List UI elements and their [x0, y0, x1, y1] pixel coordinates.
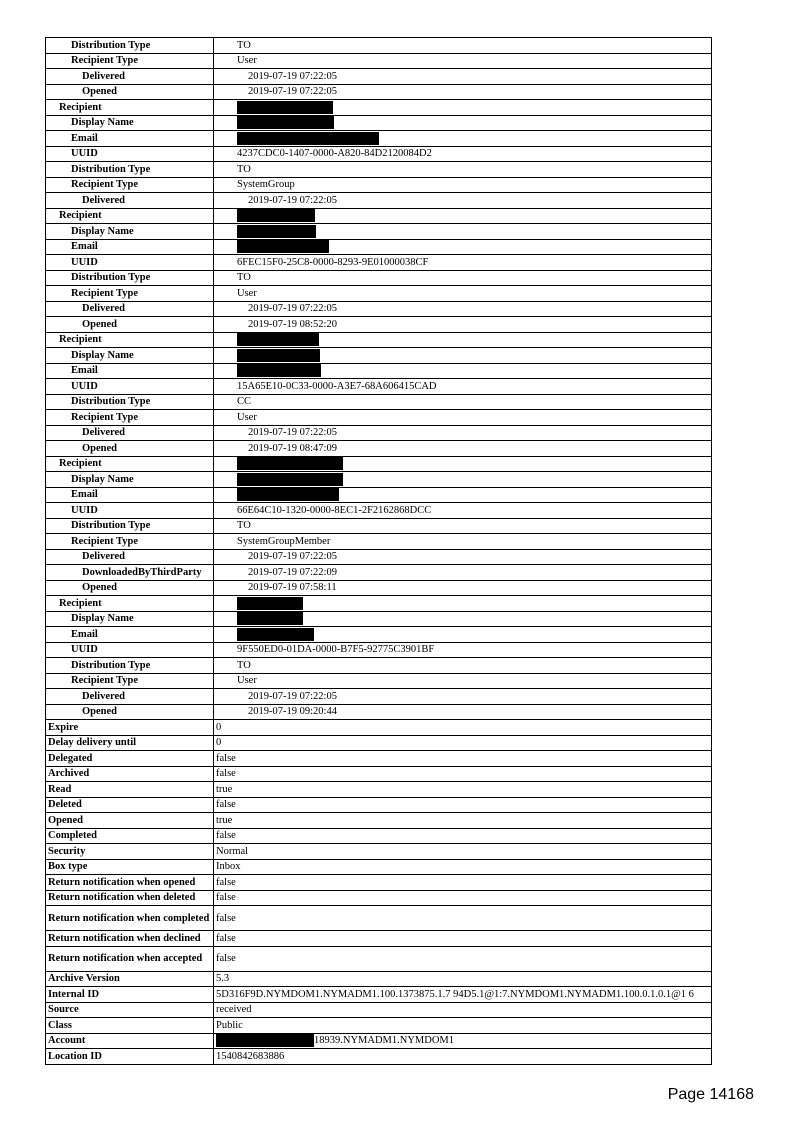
table-row [46, 890, 712, 906]
row-value [214, 611, 712, 627]
row-label: UUID [46, 255, 214, 271]
row-value: false [214, 828, 712, 844]
table-row [46, 931, 712, 947]
row-value: false [214, 875, 712, 891]
redaction-bar [216, 1034, 314, 1047]
table-row [46, 177, 712, 193]
redaction-bar [237, 101, 333, 114]
redaction-bar [237, 225, 316, 238]
row-value: 2019-07-19 08:47:09 [214, 441, 712, 457]
row-value: TO [214, 270, 712, 286]
row-label: Distribution Type [46, 270, 214, 286]
table-row [46, 580, 712, 596]
row-label: Delegated [46, 751, 214, 767]
table-row [46, 565, 712, 581]
table-row [46, 596, 712, 612]
table-row [46, 441, 712, 457]
table-row [46, 1049, 712, 1065]
table-row [46, 146, 712, 162]
table-row [46, 115, 712, 131]
row-value: 4237CDC0-1407-0000-A820-84D2120084D2 [214, 146, 712, 162]
row-value: false [214, 890, 712, 906]
row-value: TO [214, 518, 712, 534]
row-label: Archived [46, 766, 214, 782]
row-value [214, 348, 712, 364]
row-label: Recipient [46, 208, 214, 224]
row-label: Deleted [46, 797, 214, 813]
row-label: Email [46, 487, 214, 503]
row-label: Opened [46, 84, 214, 100]
row-value: User [214, 286, 712, 302]
row-value [214, 131, 712, 147]
table-row [46, 131, 712, 147]
table-row [46, 1018, 712, 1034]
redaction-bar [237, 612, 303, 625]
row-value: 5.3 [214, 971, 712, 987]
row-value: 15A65E10-0C33-0000-A3E7-68A606415CAD [214, 379, 712, 395]
table-row [46, 987, 712, 1003]
redaction-bar [237, 240, 329, 253]
table-row [46, 549, 712, 565]
row-label: Email [46, 363, 214, 379]
row-value: false [214, 751, 712, 767]
row-value: false [214, 766, 712, 782]
table-row [46, 100, 712, 116]
table-row [46, 84, 712, 100]
redaction-bar [237, 349, 320, 362]
table-row [46, 503, 712, 519]
redaction-bar [237, 473, 343, 486]
row-value: User [214, 53, 712, 69]
properties-table [45, 37, 712, 1065]
table-row [46, 735, 712, 751]
row-label: Delivered [46, 425, 214, 441]
table-row [46, 379, 712, 395]
table-row [46, 828, 712, 844]
table-row [46, 946, 712, 971]
row-value: SystemGroup [214, 177, 712, 193]
row-value: 0 [214, 735, 712, 751]
table-row [46, 673, 712, 689]
row-value: false [214, 906, 712, 931]
row-value [214, 332, 712, 348]
row-value: false [214, 797, 712, 813]
row-value: 5D316F9D.NYMDOM1.NYMADM1.100.1373875.1.7 94D5.1@1:7.NYMDOM1.NYMADM1.100.0.1.0.1@1 6 [214, 987, 712, 1003]
table-row [46, 720, 712, 736]
row-value [214, 224, 712, 240]
table-row [46, 689, 712, 705]
table-row [46, 425, 712, 441]
table-row [46, 534, 712, 550]
row-value [214, 456, 712, 472]
row-value [214, 1033, 712, 1049]
row-label: Display Name [46, 348, 214, 364]
table-row [46, 193, 712, 209]
table-row [46, 627, 712, 643]
row-value: Inbox [214, 859, 712, 875]
table-row [46, 255, 712, 271]
table-row [46, 394, 712, 410]
row-label: Distribution Type [46, 658, 214, 674]
row-value: false [214, 946, 712, 971]
row-label: Delivered [46, 549, 214, 565]
row-label: Distribution Type [46, 162, 214, 178]
table-row [46, 53, 712, 69]
row-value: SystemGroupMember [214, 534, 712, 550]
table-row [46, 348, 712, 364]
redaction-bar [237, 116, 334, 129]
row-value: 1540842683886 [214, 1049, 712, 1065]
redaction-bar [237, 457, 343, 470]
row-value [214, 208, 712, 224]
row-label: Recipient Type [46, 534, 214, 550]
row-label: Recipient Type [46, 673, 214, 689]
row-value: User [214, 673, 712, 689]
row-label: Location ID [46, 1049, 214, 1065]
row-label: Opened [46, 580, 214, 596]
table-row [46, 1033, 712, 1049]
row-value: true [214, 813, 712, 829]
table-row [46, 472, 712, 488]
row-value: TO [214, 658, 712, 674]
row-label: Opened [46, 441, 214, 457]
table-row [46, 971, 712, 987]
table-row [46, 317, 712, 333]
row-label: Return notification when accepted [46, 946, 214, 971]
row-label: Return notification when completed [46, 906, 214, 931]
table-row [46, 611, 712, 627]
row-label: Class [46, 1018, 214, 1034]
row-value: 2019-07-19 09:20:44 [214, 704, 712, 720]
row-label: Display Name [46, 611, 214, 627]
row-label: Recipient Type [46, 53, 214, 69]
row-label: Recipient Type [46, 286, 214, 302]
row-value: 2019-07-19 07:22:05 [214, 549, 712, 565]
table-row [46, 751, 712, 767]
redaction-bar [237, 597, 303, 610]
row-label: Expire [46, 720, 214, 736]
row-label: Delivered [46, 193, 214, 209]
redaction-bar [237, 333, 319, 346]
row-label: Opened [46, 317, 214, 333]
row-label: Opened [46, 813, 214, 829]
table-row [46, 69, 712, 85]
row-label: Delivered [46, 689, 214, 705]
table-row [46, 859, 712, 875]
row-value-text: 18939.NYMADM1.NYMDOM1 [314, 1035, 455, 1047]
row-label: Recipient [46, 100, 214, 116]
row-label: Read [46, 782, 214, 798]
table-row [46, 487, 712, 503]
row-label: Recipient [46, 332, 214, 348]
row-label: Box type [46, 859, 214, 875]
row-value: 2019-07-19 07:22:05 [214, 301, 712, 317]
table-row [46, 208, 712, 224]
row-label: Completed [46, 828, 214, 844]
row-value: true [214, 782, 712, 798]
row-value: TO [214, 162, 712, 178]
table-row [46, 704, 712, 720]
row-label: Delivered [46, 301, 214, 317]
row-value: CC [214, 394, 712, 410]
row-label: Opened [46, 704, 214, 720]
row-label: UUID [46, 379, 214, 395]
row-value [214, 363, 712, 379]
row-label: Recipient Type [46, 410, 214, 426]
table-row [46, 642, 712, 658]
row-value: 2019-07-19 07:22:05 [214, 425, 712, 441]
row-label: Recipient [46, 456, 214, 472]
table-row [46, 38, 712, 54]
page-number: Page 14168 [667, 1086, 754, 1103]
redaction-bar [237, 132, 379, 145]
redaction-bar [237, 209, 315, 222]
row-value [214, 487, 712, 503]
table-row [46, 906, 712, 931]
row-label: Distribution Type [46, 38, 214, 54]
table-row [46, 844, 712, 860]
table-row [46, 782, 712, 798]
row-value: 2019-07-19 07:22:09 [214, 565, 712, 581]
table-row [46, 162, 712, 178]
table-row [46, 797, 712, 813]
table-row [46, 1002, 712, 1018]
row-value: 66E64C10-1320-0000-8EC1-2F2162868DCC [214, 503, 712, 519]
row-label: Return notification when opened [46, 875, 214, 891]
row-label: Internal ID [46, 987, 214, 1003]
row-label: Delay delivery until [46, 735, 214, 751]
table-row [46, 658, 712, 674]
table-row [46, 224, 712, 240]
row-label: UUID [46, 642, 214, 658]
row-label: UUID [46, 146, 214, 162]
row-label: Archive Version [46, 971, 214, 987]
row-value: 0 [214, 720, 712, 736]
table-row [46, 239, 712, 255]
row-value [214, 627, 712, 643]
row-value: User [214, 410, 712, 426]
row-value: 2019-07-19 07:22:05 [214, 69, 712, 85]
row-value: 2019-07-19 07:22:05 [214, 193, 712, 209]
row-label: Email [46, 239, 214, 255]
row-label: Delivered [46, 69, 214, 85]
redaction-bar [237, 628, 314, 641]
row-label: Account [46, 1033, 214, 1049]
row-value: 2019-07-19 07:58:11 [214, 580, 712, 596]
table-row [46, 766, 712, 782]
row-value: 6FEC15F0-25C8-0000-8293-9E01000038CF [214, 255, 712, 271]
row-label: Email [46, 627, 214, 643]
row-label: Security [46, 844, 214, 860]
row-label: Display Name [46, 115, 214, 131]
row-value [214, 100, 712, 116]
row-label: Display Name [46, 224, 214, 240]
row-label: UUID [46, 503, 214, 519]
row-value [214, 115, 712, 131]
table-row [46, 286, 712, 302]
row-label: Recipient [46, 596, 214, 612]
table-row [46, 332, 712, 348]
table-row [46, 456, 712, 472]
row-label: Recipient Type [46, 177, 214, 193]
redaction-bar [237, 364, 321, 377]
row-label: Email [46, 131, 214, 147]
row-value: false [214, 931, 712, 947]
row-label: Distribution Type [46, 518, 214, 534]
table-row [46, 875, 712, 891]
row-value [214, 596, 712, 612]
row-value: Public [214, 1018, 712, 1034]
redaction-bar [237, 488, 339, 501]
row-value: TO [214, 38, 712, 54]
row-label: Return notification when deleted [46, 890, 214, 906]
row-value: Normal [214, 844, 712, 860]
table-row [46, 410, 712, 426]
table-row [46, 363, 712, 379]
row-value: 2019-07-19 07:22:05 [214, 84, 712, 100]
row-label: Distribution Type [46, 394, 214, 410]
row-value: 2019-07-19 08:52:20 [214, 317, 712, 333]
table-row [46, 270, 712, 286]
row-value: 2019-07-19 07:22:05 [214, 689, 712, 705]
table-row [46, 518, 712, 534]
row-label: Display Name [46, 472, 214, 488]
row-value [214, 472, 712, 488]
table-row [46, 301, 712, 317]
row-value: 9F550ED0-01DA-0000-B7F5-92775C3901BF [214, 642, 712, 658]
table-row [46, 813, 712, 829]
row-value: received [214, 1002, 712, 1018]
row-label: Return notification when declined [46, 931, 214, 947]
row-label: Source [46, 1002, 214, 1018]
row-label: DownloadedByThirdParty [46, 565, 214, 581]
row-value [214, 239, 712, 255]
